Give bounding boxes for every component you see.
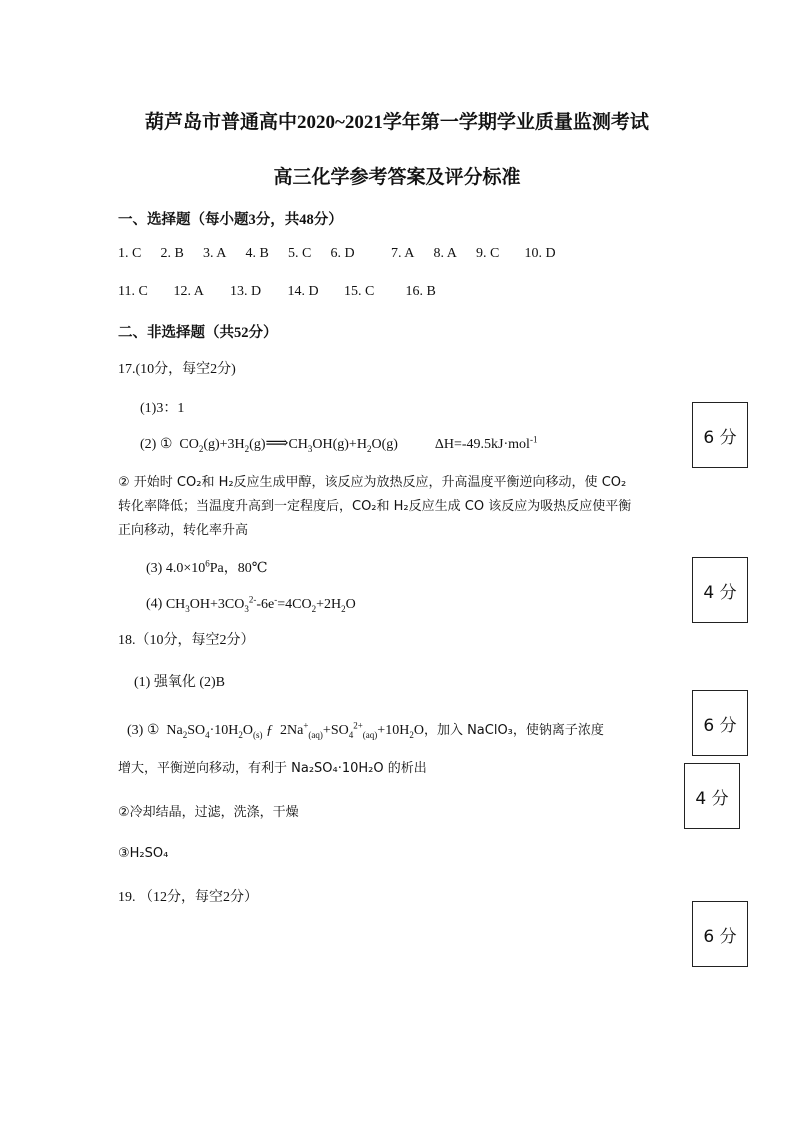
answer-item: 3. A (203, 246, 227, 261)
answer-item: 7. A (391, 246, 415, 261)
q18-answer-3-line2: 增大，平衡逆向移动，有利于 Na₂SO₄·10H₂O 的析出 (118, 761, 427, 776)
answer-item: 16. B (405, 284, 436, 299)
answer-item: 12. A (173, 284, 204, 299)
q17-answer-1: (1)3：1 (140, 401, 185, 416)
enthalpy-value: ΔH=-49.5kJ·mol (434, 437, 530, 452)
answer-item: 1. C (118, 246, 142, 261)
q18-answer-1-2: (1) 强氧化 (2)B (134, 675, 225, 690)
q17-header: 17.(10分，每空2分) (118, 362, 236, 377)
equation-17-2: $CO_2(g)+3H_2(g)⟹CH_3OH(g)+H_2O(g)$ (175, 435, 398, 454)
score-box: 4 分 (684, 763, 740, 829)
answer-item: 8. A (433, 246, 457, 261)
answer-item: 11. C (118, 284, 148, 299)
equation-18-3: $Na_2SO_4\cdot 10H_2O_{(s)}$ ƒ $2Na^+_{(aq)}+SO_4^{2+}_{(aq)}+10H_2O$ (162, 720, 424, 740)
answer-item: 14. D (287, 284, 319, 299)
answers-row-1 (118, 246, 556, 262)
q19-header: 19. （12分，每空2分） (118, 890, 258, 905)
score-box: 6 分 (692, 402, 748, 468)
q18-answer-3: (3) ① $Na_2SO_4\cdot 10H_2O_{(s)}$ ƒ $2Na^+_{(aq)}+SO_4^{2+}_{(aq)}+10H_2O$，加入 NaClO₃，使钠离子浓度 (127, 720, 604, 740)
q17-answer-3: (3) $4.0\times 10^6Pa$，80℃ (146, 558, 268, 576)
page-title: 葫芦岛市普通高中2020~2021学年第一学期学业质量监测考试 (145, 112, 649, 133)
q18-answer-5: ③H₂SO₄ (118, 846, 169, 861)
answer-item: 13. D (230, 284, 262, 299)
answer-item: 5. C (288, 246, 312, 261)
score-box: 6 分 (692, 901, 748, 967)
q17-explanation-line1: ② 开始时 CO₂和 H₂反应生成甲醇，该反应为放热反应，升高温度平衡逆向移动，使 CO₂ (118, 475, 627, 490)
equation-17-4: $CH_3OH+3CO_3^{2-}-6e^-=4CO_2+2H_2O$ (165, 594, 356, 614)
q17-answer-4: (4) $CH_3OH+3CO_3^{2-}-6e^-=4CO_2+2H_2O$ (146, 594, 356, 614)
answer-item: 15. C (344, 284, 375, 299)
answer-item: 6. D (330, 246, 355, 261)
q17-answer-2: (2) ① $CO_2(g)+3H_2(g)⟹CH_3OH(g)+H_2O(g)$ ΔH=-49.5kJ·mol$^{-1}$ (140, 434, 538, 454)
answers-row-2 (118, 284, 436, 300)
q17-explanation-line3: 正向移动，转化率升高 (118, 523, 249, 538)
score-box: 6 分 (692, 690, 748, 756)
score-box: 4 分 (692, 557, 748, 623)
answer-item: 4. B (245, 246, 269, 261)
answer-item: 2. B (160, 246, 184, 261)
q17-explanation-line2: 转化率降低；当温度升高到一定程度后，CO₂和 H₂反应生成 CO 该反应为吸热反应使平衡 (118, 499, 632, 514)
section2-heading: 二、非选择题（共52分） (118, 325, 278, 341)
page-subtitle: 高三化学参考答案及评分标准 (273, 167, 521, 188)
q18-header: 18.（10分，每空2分） (118, 633, 255, 648)
section1-heading: 一、选择题（每小题3分，共48分） (118, 212, 343, 228)
q18-answer-4: ②冷却结晶，过滤，洗涤，干燥 (118, 805, 299, 820)
answer-item: 9. C (476, 246, 500, 261)
q17-answer-2-label: (2) ① (140, 437, 173, 452)
answer-item: 10. D (524, 246, 556, 261)
